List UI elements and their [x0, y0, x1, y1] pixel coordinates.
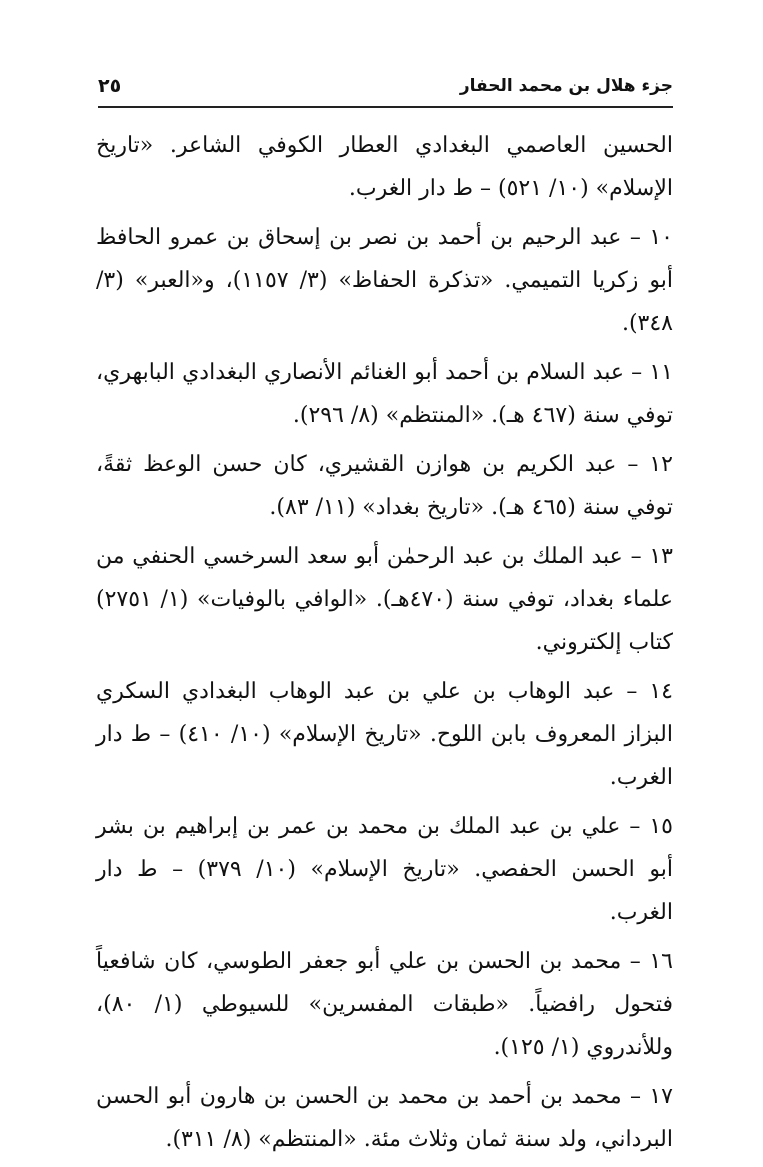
- entry-17: [96, 1075, 673, 1161]
- entry-14: [96, 670, 673, 799]
- entry-continuation: [96, 124, 673, 210]
- entry-text: ١٥ – علي بن عبد الملك بن محمد بن عمر بن إبراهيم بن بشر أبو الحسن الحفصي. «تاريخ الإسلام» (١٠/ ٣٧٩) – ط دار الغرب.: [96, 814, 673, 925]
- entry-15: [96, 805, 673, 934]
- entry-text: ١١ – عبد السلام بن أحمد أبو الغنائم الأنصاري البغدادي البابهري، توفي سنة (٤٦٧ هـ). «المنتظم» (٨/ ٢٩٦).: [96, 360, 673, 428]
- entry-12: [96, 443, 673, 529]
- entry-text: ١٤ – عبد الوهاب بن علي بن عبد الوهاب البغدادي السكري البزاز المعروف بابن اللوح. «تاريخ الإسلام» (١٠/ ٤١٠) – ط دار الغرب.: [96, 679, 673, 790]
- entry-text: ١٧ – محمد بن أحمد بن محمد بن الحسن بن هارون أبو الحسن البرداني، ولد سنة ثمان وثلاث مئة. «المنتظم» (٨/ ٣١١).: [96, 1084, 673, 1152]
- entry-text: ١٦ – محمد بن الحسن بن علي أبو جعفر الطوسي، كان شافعياً فتحول رافضياً. «طبقات المفسرين» للسيوطي (١/ ٨٠)، وللأندروي (١/ ١٢٥).: [96, 949, 673, 1060]
- entry-text: الحسين العاصمي البغدادي العطار الكوفي الشاعر. «تاريخ الإسلام» (١٠/ ٥٢١) – ط دار الغرب.: [96, 133, 673, 201]
- entry-11: [96, 351, 673, 437]
- entry-13: [96, 535, 673, 664]
- entry-16: [96, 940, 673, 1069]
- page-number: ٢٥: [98, 75, 122, 97]
- page-header: [98, 66, 673, 108]
- page-body: [96, 124, 673, 1167]
- entry-text: ١٠ – عبد الرحيم بن أحمد بن نصر بن إسحاق بن عمرو الحافظ أبو زكريا التميمي. «تذكرة الحفاظ» (٣/ ١١٥٧)، و«العبر» (٣/ ٣٤٨).: [96, 225, 673, 336]
- entry-text: ١٢ – عبد الكريم بن هوازن القشيري، كان حسن الوعظ ثقةً، توفي سنة (٤٦٥ هـ). «تاريخ بغداد» (١١/ ٨٣).: [96, 452, 673, 520]
- entry-text: ١٣ – عبد الملك بن عبد الرحمٰن أبو سعد السرخسي الحنفي من علماء بغداد، توفي سنة (٤٧٠هـ). «الوافي بالوفيات» (١/ ٢٧٥١) كتاب إلكتروني.: [96, 544, 673, 655]
- entry-10: [96, 216, 673, 345]
- running-title: جزء هلال بن محمد الحفار: [459, 76, 673, 96]
